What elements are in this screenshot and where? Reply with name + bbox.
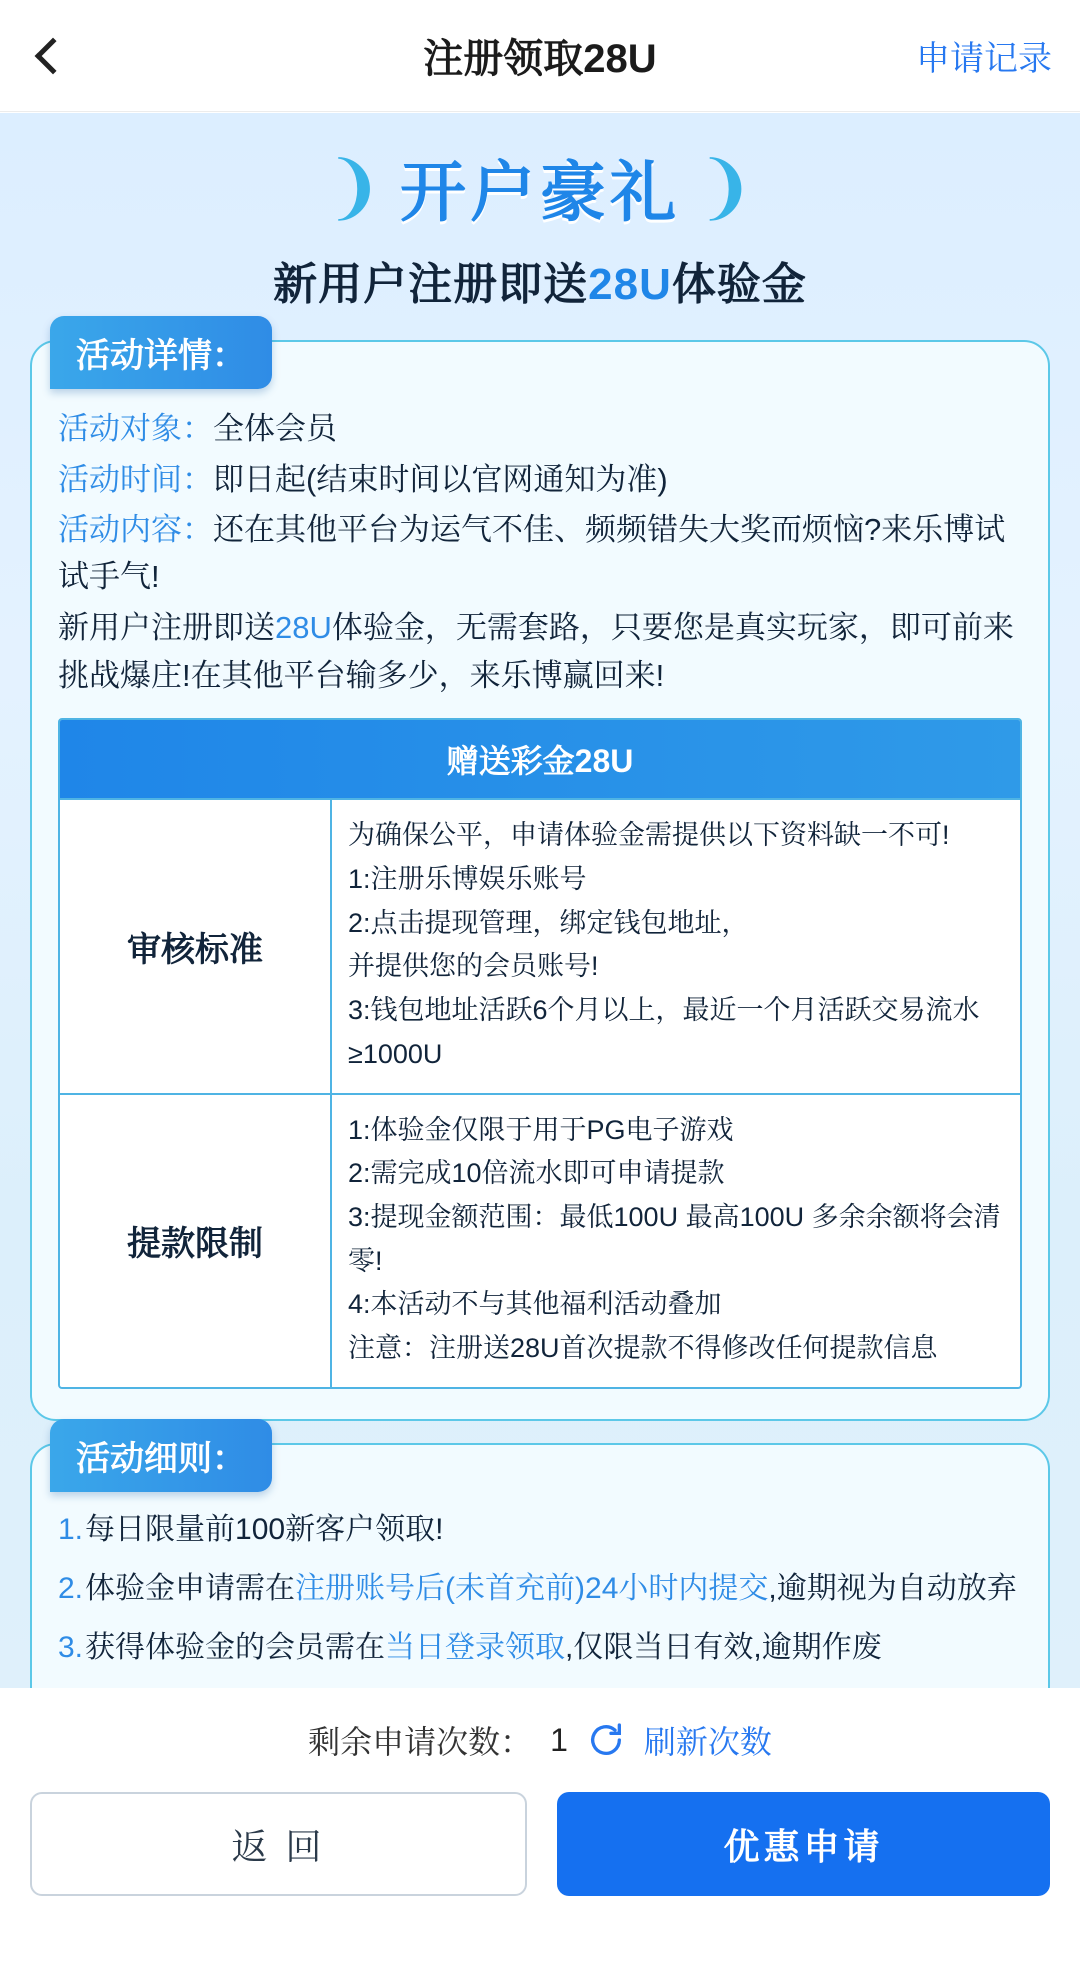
- table-line: 为确保公平，申请体验金需提供以下资料缺一不可!: [348, 820, 950, 851]
- table-line: 4:本活动不与其他福利活动叠加: [348, 1289, 722, 1320]
- banner-title-row: [0, 139, 1080, 234]
- table-line: 并提供您的会员账号!: [348, 951, 599, 982]
- back-button-footer[interactable]: 返 回: [30, 1792, 527, 1896]
- app-header: [0, 0, 1080, 112]
- table-line: 2:点击提现管理，绑定钱包地址，: [348, 907, 749, 938]
- detail-row-value: 即日起(结束时间以官网通知为准): [213, 461, 668, 497]
- laurel-right-icon: ❩: [696, 147, 755, 226]
- table-line: 1:注册乐博娱乐账号: [348, 863, 587, 894]
- footer-bar: [0, 1688, 1080, 1978]
- rule-text-post: ,逾期视为自动放弃: [768, 1571, 1017, 1605]
- table-line: 2:需完成10倍流水即可申请提款: [348, 1158, 725, 1189]
- bonus-table: [58, 718, 1022, 1389]
- table-line: 1:体验金仅限于用于PG电子游戏: [348, 1114, 734, 1145]
- table-row-content: [332, 800, 1020, 1092]
- table-row: [60, 798, 1020, 1092]
- detail-paragraph-part2: 体验金，无需套路，只要您是真实玩家，即可前来挑战爆庄!在其他平台输多少，来乐博赢回来!: [58, 610, 1014, 694]
- detail-paragraph-part1: 新用户注册即送: [58, 610, 275, 645]
- footer-buttons: [0, 1792, 1080, 1896]
- rule-text-highlight: 注册账号后(未首充前)24小时内提交: [295, 1571, 769, 1605]
- table-line: 3:提现金额范围：最低100U 最高100U 多余余额将会清零!: [348, 1201, 1001, 1276]
- detail-paragraph: [58, 604, 1022, 700]
- activity-rules-card: [30, 1439, 1050, 1688]
- remaining-attempts-label: 剩余申请次数：: [308, 1724, 533, 1760]
- activity-detail-tag: 活动详情：: [50, 316, 272, 389]
- rule-text: [85, 1566, 1017, 1611]
- detail-row-value: 还在其他平台为运气不佳、频频错失大奖而烦恼?来乐博试试手气!: [58, 512, 1006, 594]
- application-records-link[interactable]: 申请记录: [916, 40, 1052, 78]
- rule-text-highlight: 当日登录领取: [385, 1630, 566, 1664]
- page-title: 注册领取28U: [423, 37, 657, 81]
- remaining-attempts-row: [0, 1688, 1080, 1792]
- rule-item: [58, 1566, 1022, 1611]
- refresh-icon[interactable]: [586, 1720, 626, 1760]
- rule-item: [58, 1507, 1022, 1552]
- chevron-left-icon: [35, 37, 72, 74]
- rule-item: [58, 1625, 1022, 1670]
- banner-subtitle: [0, 248, 1080, 312]
- refresh-count-button[interactable]: 刷新次数: [643, 1724, 772, 1760]
- apply-promotion-button[interactable]: 优惠申请: [557, 1792, 1050, 1896]
- banner-title: 开户豪礼: [400, 155, 680, 229]
- table-row-label: 提款限制: [60, 1095, 332, 1387]
- activity-detail-card: [30, 337, 1050, 1421]
- detail-row-key: 活动时间：: [58, 461, 213, 497]
- rule-text-pre: 获得体验金的会员需在: [85, 1630, 386, 1664]
- banner-subtitle-suffix: 体验金: [671, 260, 807, 309]
- rule-text: 每日限量前100新客户领取!: [85, 1512, 444, 1546]
- table-row-label: 审核标准: [60, 800, 332, 1092]
- detail-row-key: 活动内容：: [58, 512, 213, 547]
- table-row: [60, 1093, 1020, 1387]
- rule-text-pre: 体验金申请需在: [85, 1571, 296, 1605]
- detail-row: [58, 406, 1022, 453]
- rule-text: [85, 1625, 882, 1670]
- bonus-table-header: 赠送彩金28U: [60, 720, 1020, 798]
- detail-row: [58, 507, 1022, 600]
- promo-banner: [0, 113, 1080, 322]
- table-row-content: [332, 1095, 1020, 1387]
- banner-subtitle-amount: 28U: [588, 260, 672, 309]
- table-line: 3:钱包地址活跃6个月以上，最近一个月活跃交易流水≥1000U: [348, 995, 980, 1069]
- remaining-attempts-count: 1: [550, 1721, 568, 1758]
- back-button[interactable]: [0, 0, 96, 112]
- laurel-left-icon: ❨: [325, 147, 384, 226]
- rule-number: 1.: [58, 1512, 84, 1546]
- rule-text-post: ,仅限当日有效,逾期作废: [565, 1630, 882, 1664]
- detail-row-key: 活动对象：: [58, 411, 213, 446]
- detail-row-value: 全体会员: [213, 411, 337, 446]
- banner-subtitle-prefix: 新用户注册即送: [273, 260, 589, 309]
- activity-rules-tag: 活动细则：: [50, 1419, 272, 1492]
- promo-page-content[interactable]: [0, 113, 1080, 1688]
- detail-paragraph-amount: 28U: [275, 610, 332, 645]
- detail-row: [58, 457, 1022, 504]
- rule-number: 2.: [58, 1571, 84, 1605]
- rule-number: 3.: [58, 1630, 84, 1664]
- table-line: 注意：注册送28U首次提款不得修改任何提款信息: [348, 1333, 938, 1364]
